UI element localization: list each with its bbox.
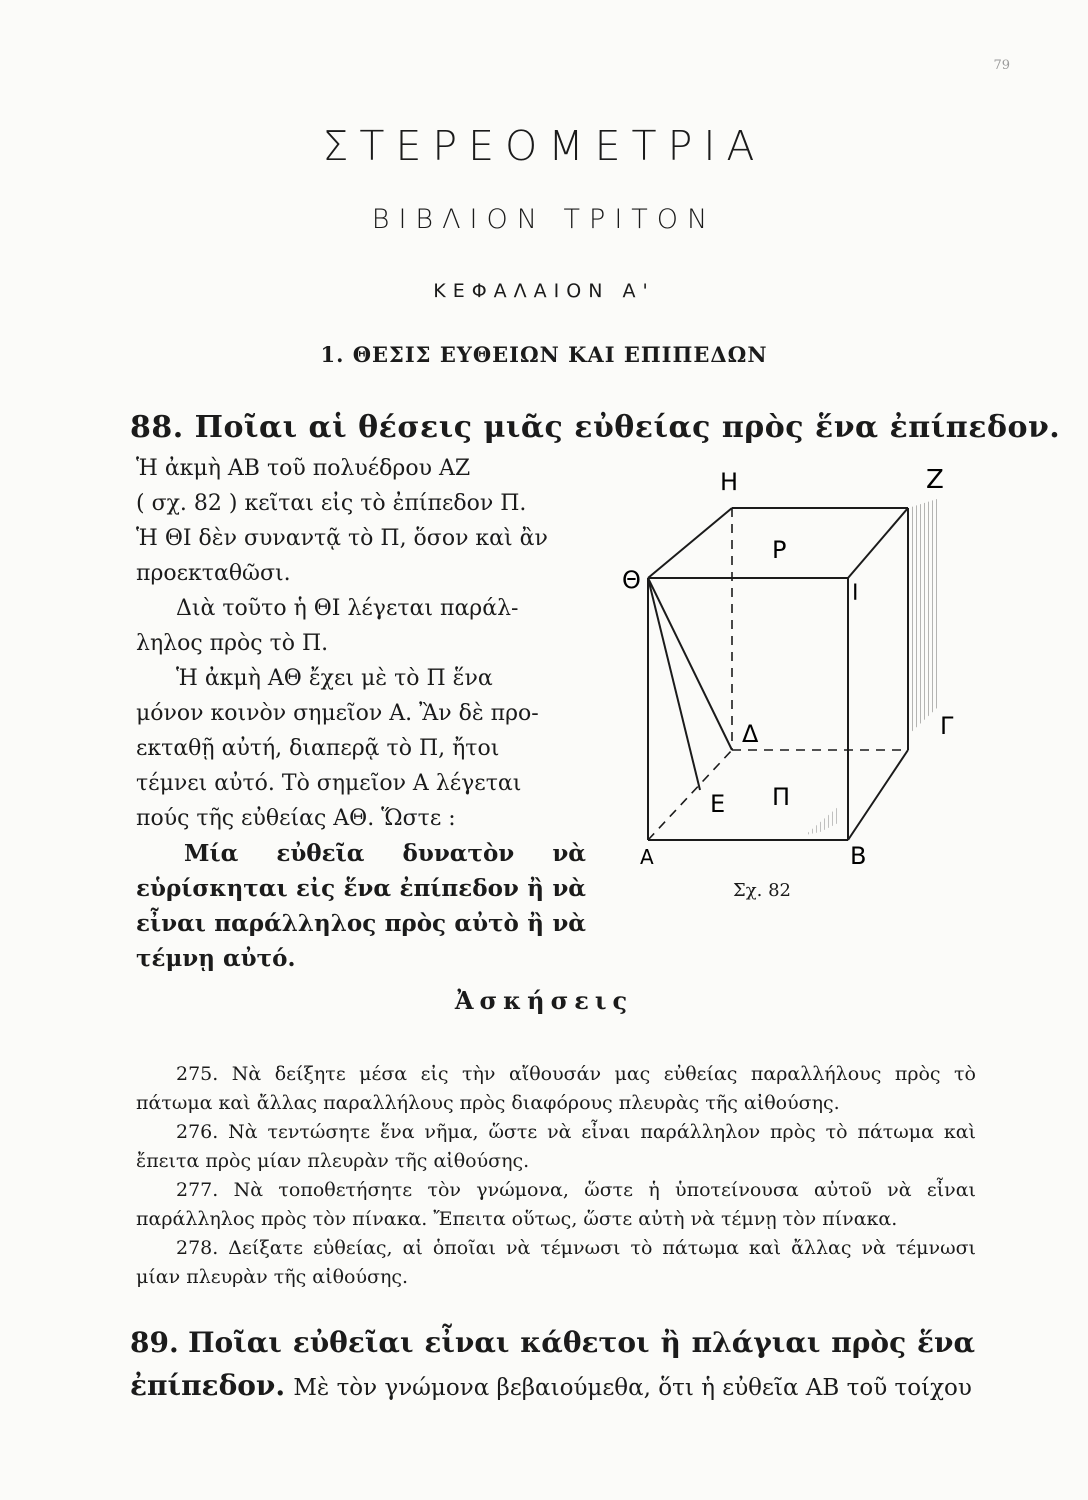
shaded-base: [805, 805, 840, 835]
label-p: Ρ: [772, 536, 787, 564]
figure-82-prism: [600, 460, 980, 930]
paragraph-88-title: Ποῖαι αἱ θέσεις μιᾶς εὐθείας πρὸς ἕνα ἐπίπεδον.: [194, 410, 1061, 445]
page-title: ΣΤΕΡΕΟΜΕΤΡΙΑ: [322, 122, 766, 170]
text-line: προεκταθῶσι.: [136, 561, 291, 586]
paragraph-89-title: Ποῖαι εὐθεῖαι εἶναι κάθετοι ἢ πλάγιαι πρὸς ἕνα ἐπίπεδον.: [130, 1326, 975, 1402]
exercise-item: 275. Νὰ δείξητε μέσα εἰς τὴν αἴθουσάν μας εὐθείας παραλλήλους πρὸς τὸ πάτωμα καὶ ἄλλας παραλλήλους πρὸς διαφόρους πλευρὰς τῆς αἰθούσης.: [136, 1063, 976, 1114]
shaded-face: [908, 498, 940, 735]
label-theta: Θ: [622, 566, 641, 594]
rule-statement: Μία εὐθεῖα δυνατὸν νὰ εὑρίσκηται εἰς ἕνα ἐπίπεδον ἢ νὰ εἶναι παράλληλος πρὸς αὐτὸ ἢ νὰ τέμνῃ αὐτό.: [136, 840, 586, 972]
text-line: τέμνει αὐτό. Τὸ σημεῖον Α λέγεται: [136, 771, 522, 796]
edge-b-gamma: [848, 750, 908, 840]
label-e: Ε: [710, 790, 726, 818]
exercise-item: 276. Νὰ τεντώσητε ἕνα νῆμα, ὥστε νὰ εἶναι παράλληλον πρὸς τὸ πάτωμα καὶ ἔπειτα πρὸς μίαν πλευρὰν τῆς αἰθούσης.: [136, 1121, 976, 1172]
text-line: Ἡ ἀκμὴ ΑΘ ἔχει μὲ τὸ Π ἕνα: [176, 666, 493, 691]
paragraph-89-text: Μὲ τὸν γνώμονα βεβαιούμεθα, ὅτι ἡ εὐθεῖα ΑΒ τοῦ τοίχου: [293, 1375, 972, 1401]
paragraph-89-number: 89.: [130, 1326, 179, 1359]
text-line: Ἡ ΘΙ δὲν συναντᾷ τὸ Π, ὅσον καὶ ἂν: [136, 526, 548, 551]
text-line: Διὰ τοῦτο ἡ ΘΙ λέγεται παράλ-: [176, 596, 519, 621]
paragraph-89: [130, 1322, 975, 1409]
exercises-list: [136, 1060, 976, 1292]
section-heading: 1. ΘΕΣΙΣ ΕΥΘΕΙΩΝ ΚΑΙ ΕΠΙΠΕΔΩΝ: [320, 342, 768, 367]
text-line: μόνον κοινὸν σημεῖον Α. Ἂν δὲ προ-: [136, 701, 539, 726]
label-a: Α: [640, 845, 654, 869]
text-line: Ἡ ἀκμὴ ΑΒ τοῦ πολυέδρου ΑΖ: [136, 456, 471, 481]
label-h: Η: [720, 468, 739, 496]
label-delta: Δ: [742, 720, 759, 748]
page-number: 79: [993, 58, 1010, 73]
paragraph-88-number: 88.: [130, 410, 184, 445]
label-pi: Π: [772, 783, 791, 811]
paragraph-88-body: [136, 451, 586, 976]
figure-caption: Σχ. 82: [733, 880, 791, 901]
diagonal-theta-delta: [648, 578, 732, 750]
exercise-item: 277. Νὰ τοποθετήσητε τὸν γνώμονα, ὥστε ἡ ὑποτείνουσα αὐτοῦ νὰ εἶναι παράλληλος πρὸς τὸν πίνακα. Ἔπειτα οὕτως, ὥστε αὐτὴ νὰ τέμνῃ τὸν πίνακα.: [136, 1179, 976, 1230]
text-line: ληλος πρὸς τὸ Π.: [136, 631, 329, 656]
label-gamma: Γ: [940, 712, 954, 740]
label-i: Ι: [852, 581, 859, 606]
label-z: Ζ: [926, 465, 944, 495]
text-line: ( σχ. 82 ) κεῖται εἰς τὸ ἐπίπεδον Π.: [136, 491, 527, 516]
exercise-item: 278. Δείξατε εὐθείας, αἱ ὁποῖαι νὰ τέμνωσι τὸ πάτωμα καὶ ἄλλας νὰ τέμνωσι μίαν πλευρὰν τῆς αἰθούσης.: [136, 1237, 976, 1288]
text-line: εκταθῇ αὐτή, διαπερᾷ τὸ Π, ἤτοι: [136, 736, 500, 761]
book-subtitle: ΒΙΒΛΙΟΝ ΤΡΙΤΟΝ: [371, 204, 717, 235]
text-line: πούς τῆς εὐθείας ΑΘ. Ὥστε :: [136, 806, 456, 831]
exercises-heading: Ἀσκήσεις: [454, 986, 634, 1015]
paragraph-88-heading: [130, 410, 1061, 445]
label-b: Β: [850, 842, 867, 870]
edge-i-z: [848, 508, 908, 578]
diagonal-theta-e: [648, 578, 700, 790]
edge-theta-h: [648, 508, 732, 578]
chapter-heading: ΚΕΦΑΛΑΙΟΝ Α': [433, 280, 655, 302]
